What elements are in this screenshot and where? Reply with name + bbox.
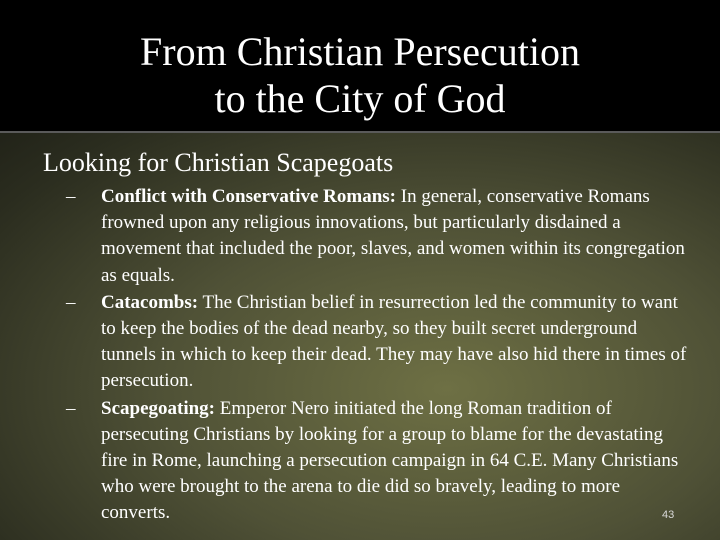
- slide-title: [0, 28, 720, 122]
- bullet-list: [66, 184, 692, 528]
- bullet-dash: –: [66, 186, 76, 207]
- bullet-term: Catacombs:: [101, 291, 199, 313]
- bullet-text: Emperor Nero initiated the long Roman tradition of persecuting Christians by looking for a group to blame for the devastating fire in Rome, launching a persecution campaign in 64 C.E. Many Christians who were brought to the arena to die did so bravely, leading to more converts.: [101, 397, 679, 524]
- bullet-text: In general, conservative Romans frowned upon any religious innovations, but particularly disdained a movement that included the poor, slaves, and women within its congregation as equals.: [101, 186, 685, 286]
- title-line-1: From Christian Persecution: [140, 29, 580, 74]
- bullet-catacombs: [66, 290, 692, 395]
- bullet-conflict: [66, 184, 692, 289]
- bullet-dash: –: [66, 397, 76, 419]
- title-bar: [0, 0, 720, 133]
- section-heading: Looking for Christian Scapegoats: [43, 148, 394, 177]
- page-number: 43: [662, 509, 675, 521]
- bullet-text: The Christian belief in resurrection led the community to want to keep the bodies of the dead nearby, so they built secret underground tunnels in which to keep their dead. They may have also hid there in times of persecution.: [101, 291, 687, 392]
- bullet-term: Conflict with Conservative Romans:: [101, 186, 397, 207]
- title-line-2: to the City of God: [214, 76, 506, 121]
- bullet-term: Scapegoating:: [101, 397, 215, 419]
- bullet-scapegoating: [66, 396, 692, 527]
- bullet-dash: –: [66, 291, 76, 313]
